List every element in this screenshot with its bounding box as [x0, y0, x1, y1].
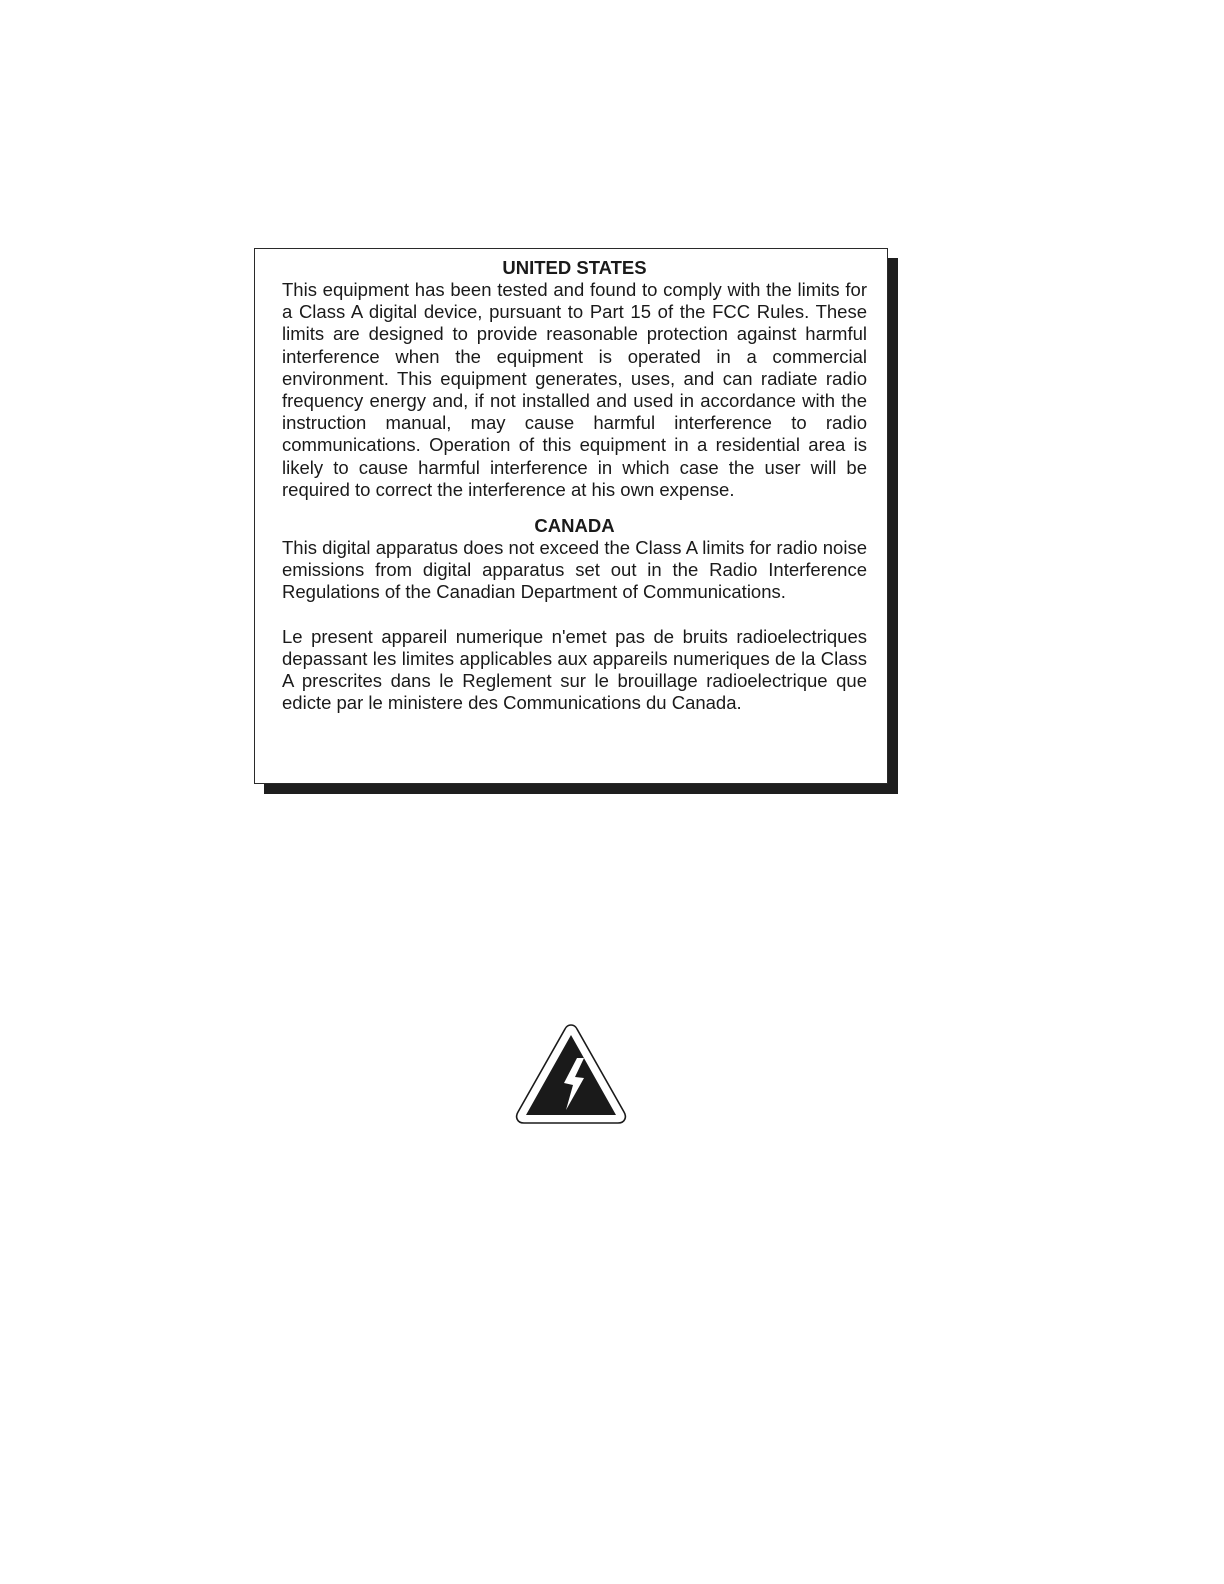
high-voltage-warning-icon [514, 1022, 628, 1126]
canada-statement-english: This digital apparatus does not exceed the Class A limits for radio noise emissions from digital apparatus set out in the Radio Interference Regulations of the Canadian Department of Communications. [282, 537, 867, 603]
fcc-statement-text: This equipment has been tested and found to comply with the limits for a Class A digital device, pursuant to Part 15 of the FCC Rules. These limits are designed to provide reasonable protection against harmful interference when the equipment is operated in a commercial environment. This equipment generates, uses, and can radiate radio frequency energy and, if not installed and used in accordance with the instruction manual, may cause harmful interference to radio communications. Operation of this equipment in a residential area is likely to cause harmful interference in which case the user will be required to correct the interference at his own expense. [282, 279, 867, 500]
canada-statement-french: Le present appareil numerique n'emet pas de bruits radioelectriques depassant les limites applicables aux appareils numeriques de la Class A prescrites dans le Reglement sur le brouillage radioelectrique que edicte par le ministere des Communications du Canada. [282, 625, 867, 714]
regulatory-notice-box [254, 248, 888, 784]
canada-heading: CANADA [534, 515, 615, 537]
united-states-heading: UNITED STATES [502, 257, 647, 278]
